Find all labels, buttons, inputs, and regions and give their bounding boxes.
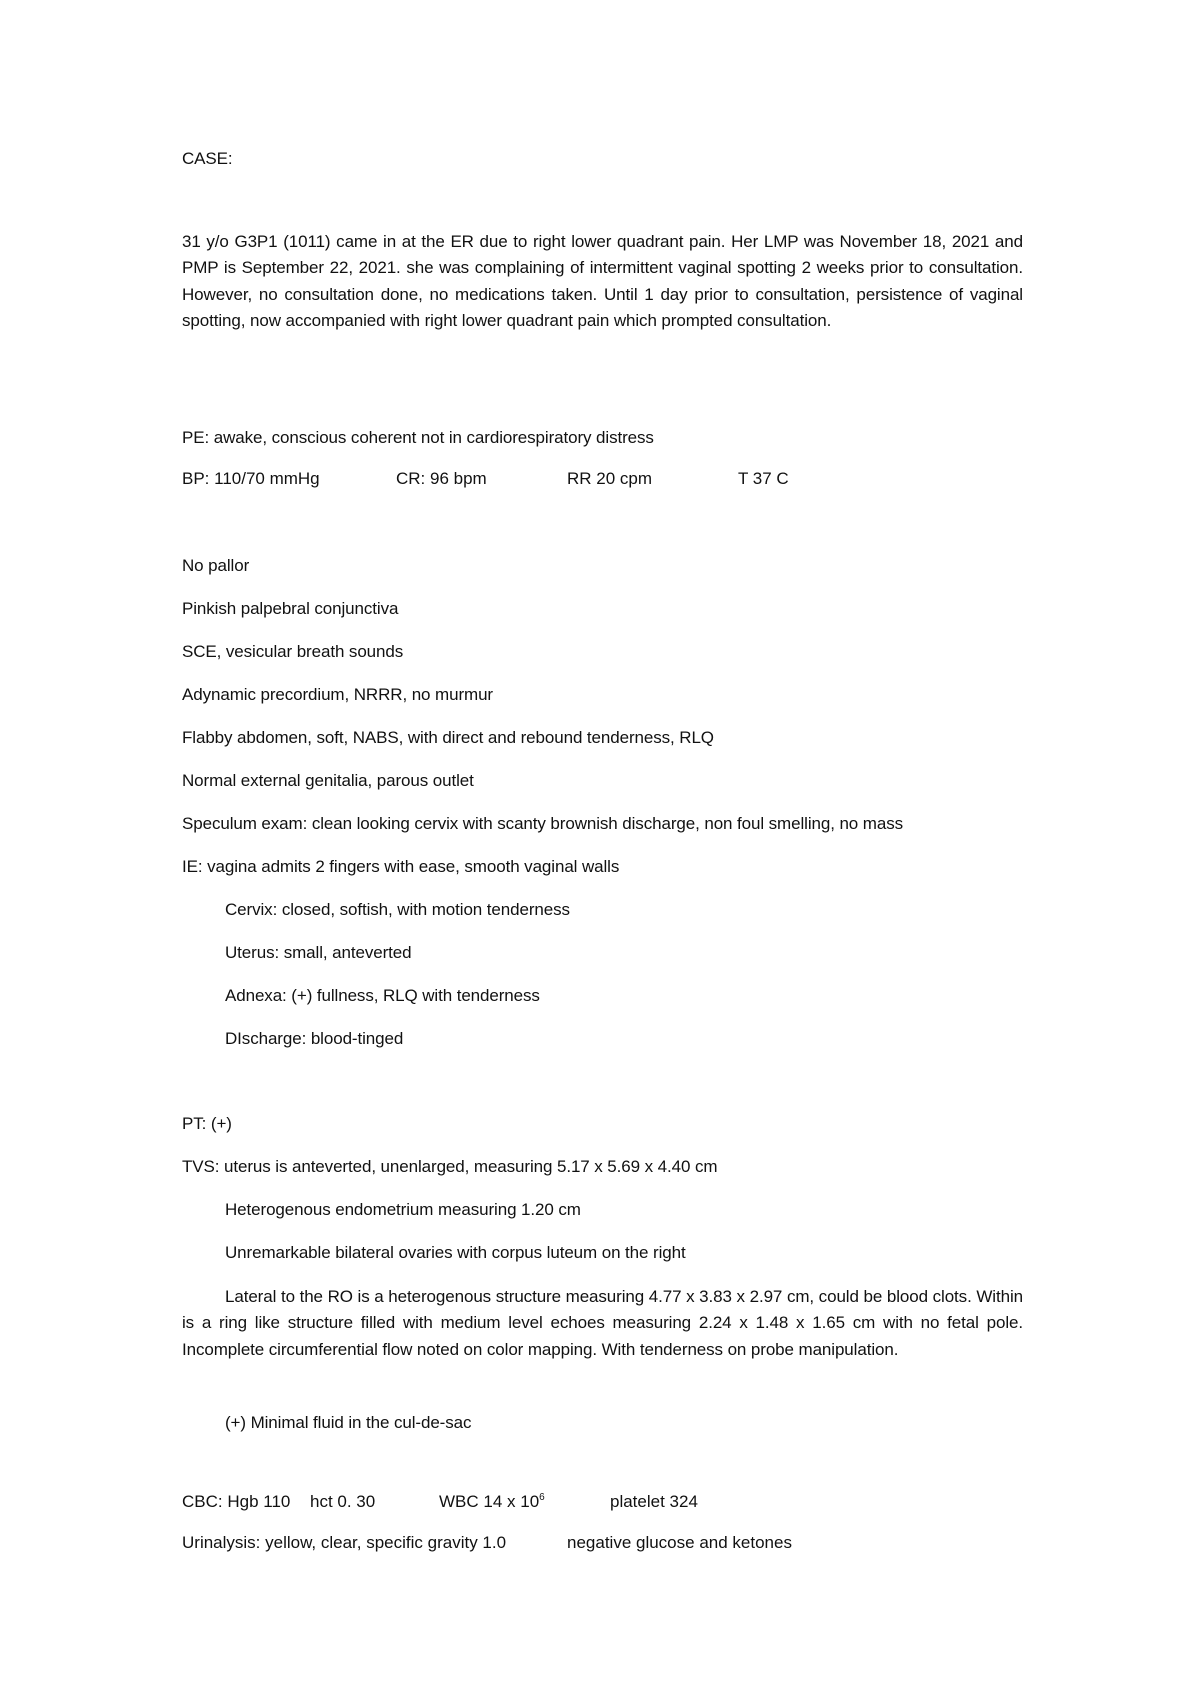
cr-value: CR: 96 bpm (396, 469, 487, 488)
history-paragraph: 31 y/o G3P1 (1011) came in at the ER due to right lower quadrant pain. Her LMP was November 18, 2021 and PMP is September 22, 2021. she was complaining of intermittent vaginal spotting 2 weeks prior to consultation. However, no consultation done, no medications taken. Until 1 day prior to consultation, persistence of vaginal spotting, now accompanied with right lower quadrant pain which prompted consultation. (182, 232, 1023, 330)
tvs-fluid: (+) Minimal fluid in the cul-de-sac (225, 1413, 472, 1432)
rr-value: RR 20 cpm (567, 469, 653, 488)
urinalysis-extra: negative glucose and ketones (567, 1533, 792, 1552)
pe-finding: No pallor (182, 556, 250, 575)
cbc-results (182, 1490, 882, 1514)
cbc-hct: hct 0. 30 (310, 1492, 376, 1511)
cbc-hgb: CBC: Hgb 110 (182, 1492, 291, 1511)
case-heading: CASE: (182, 149, 233, 168)
ie-detail: DIscharge: blood-tinged (225, 1029, 404, 1048)
tvs-lateral-paragraph: Lateral to the RO is a heterogenous structure measuring 4.77 x 3.83 x 2.97 cm, could be blood clots. Within is a ring like structure filled with medium level echoes measuring 2.24 x 1.48 x 1.65 cm with no fetal pole. Incomplete circumferential flow noted on color mapping. With tenderness on probe manipulation. (182, 1287, 1023, 1359)
tvs-detail: Unremarkable bilateral ovaries with corpus luteum on the right (225, 1243, 686, 1262)
pe-finding: IE: vagina admits 2 fingers with ease, smooth vaginal walls (182, 857, 620, 876)
tvs-detail: Heterogenous endometrium measuring 1.20 cm (225, 1200, 581, 1219)
ie-detail: Cervix: closed, softish, with motion tenderness (225, 900, 570, 919)
pe-finding: Flabby abdomen, soft, NABS, with direct and rebound tenderness, RLQ (182, 728, 714, 747)
pe-finding: Adynamic precordium, NRRR, no murmur (182, 685, 493, 704)
urinalysis-main: Urinalysis: yellow, clear, specific gravity 1.0 (182, 1533, 507, 1552)
ie-detail: Adnexa: (+) fullness, RLQ with tenderness (225, 986, 540, 1005)
temp-value: T 37 C (738, 469, 789, 488)
urinalysis (182, 1532, 882, 1554)
cbc-wbc-exponent: 6 (539, 1492, 545, 1503)
pe-finding: Normal external genitalia, parous outlet (182, 771, 474, 790)
bp-value: BP: 110/70 mmHg (182, 469, 320, 488)
pe-general: PE: awake, conscious coherent not in cardiorespiratory distress (182, 428, 654, 447)
pe-finding: SCE, vesicular breath sounds (182, 642, 404, 661)
pe-finding: Pinkish palpebral conjunctiva (182, 599, 399, 618)
ie-detail: Uterus: small, anteverted (225, 943, 412, 962)
cbc-platelet: platelet 324 (610, 1492, 698, 1511)
cbc-wbc-base: WBC 14 x 10 (439, 1492, 540, 1511)
pe-finding: Speculum exam: clean looking cervix with scanty brownish discharge, non foul smelling, no mass (182, 814, 904, 833)
pt-result: PT: (+) (182, 1114, 232, 1133)
vital-signs (182, 468, 882, 490)
tvs-heading: TVS: uterus is anteverted, unenlarged, measuring 5.17 x 5.69 x 4.40 cm (182, 1157, 718, 1176)
cbc-wbc (439, 1490, 545, 1514)
